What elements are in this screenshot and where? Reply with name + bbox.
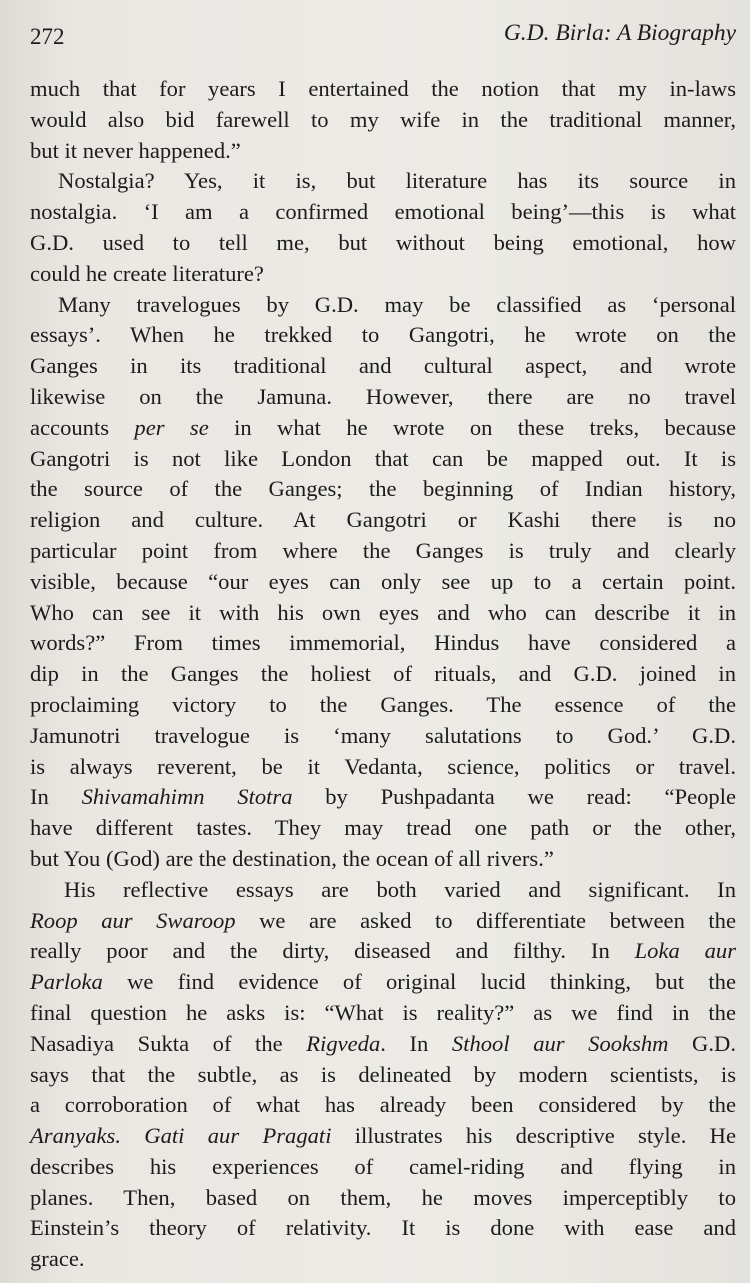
text-line — [30, 259, 736, 290]
text-run: In — [30, 784, 82, 810]
text-run: we are asked to differentiate between the — [235, 907, 736, 933]
text-line — [30, 752, 736, 783]
text-line — [30, 74, 736, 105]
text-run: Who can see it with his own eyes and who can describe it in — [30, 599, 736, 625]
text-line — [30, 598, 736, 629]
text-line — [30, 444, 736, 475]
text-line — [30, 382, 736, 413]
text-line — [30, 721, 736, 752]
text-run: proclaiming victory to the Ganges. The essence of the — [30, 691, 736, 717]
text-line — [30, 936, 736, 967]
italic-title: Roop aur Swaroop — [30, 907, 236, 933]
paragraph — [30, 290, 736, 875]
text-line — [30, 290, 736, 321]
page-header — [30, 18, 736, 52]
text-run: have different tastes. They may tread one path or the other, — [30, 815, 736, 841]
text-run: G.D. used to tell me, but without being emotional, how — [30, 229, 736, 255]
text-run: much that for years I entertained the notion that my in-laws — [30, 76, 736, 101]
italic-title: Loka aur — [634, 938, 736, 964]
text-line — [30, 906, 736, 937]
italic-title: per se — [134, 414, 209, 440]
text-line — [30, 1121, 736, 1152]
text-line — [30, 228, 736, 259]
text-line — [30, 105, 736, 136]
text-run: we find evidence of original lucid thinking, but the — [102, 969, 736, 995]
text-run: visible, because “our eyes can only see up to a certain point. — [30, 568, 736, 594]
text-run: could he create literature? — [30, 260, 264, 286]
italic-title: Parloka — [30, 969, 103, 995]
text-line — [30, 567, 736, 598]
text-line — [30, 628, 736, 659]
text-run: dip in the Ganges the holiest of rituals, and G.D. joined in — [30, 661, 736, 687]
text-line — [30, 844, 736, 875]
text-line — [30, 875, 736, 906]
text-line — [30, 1090, 736, 1121]
text-run: final question he asks is: “What is reality?” as we find in the — [30, 999, 736, 1025]
page-number: 272 — [30, 24, 65, 49]
text-line — [30, 1183, 736, 1214]
text-run: describes his experiences of camel-riding and flying in — [30, 1153, 736, 1179]
text-line — [30, 1029, 736, 1060]
text-line — [30, 413, 736, 444]
text-line — [30, 351, 736, 382]
text-line — [30, 1060, 736, 1091]
text-run: Many travelogues by G.D. may be classified as ‘personal — [58, 291, 736, 317]
text-run: religion and culture. At Gangotri or Kashi there is no — [30, 507, 736, 533]
text-run: essays’. When he trekked to Gangotri, he wrote on the — [30, 322, 736, 348]
text-run: a corroboration of what has already been considered by the — [30, 1092, 736, 1118]
paragraph — [30, 74, 736, 166]
text-run: Jamunotri travelogue is ‘many salutations to God.’ G.D. — [30, 722, 736, 748]
text-line — [30, 536, 736, 567]
text-run: Nostalgia? Yes, it is, but literature has its source in — [58, 168, 736, 194]
text-run: in what he wrote on these treks, because — [208, 414, 736, 440]
text-run: Nasadiya Sukta of the — [30, 1030, 307, 1056]
text-run: really poor and the dirty, diseased and filthy. In — [30, 938, 635, 964]
paragraph — [30, 875, 736, 1275]
text-run: accounts — [30, 414, 135, 440]
text-run: nostalgia. ‘I am a confirmed emotional being’—this is what — [30, 199, 736, 225]
text-line — [30, 136, 736, 167]
body-text — [30, 74, 736, 1275]
text-run: planes. Then, based on them, he moves imperceptibly to — [30, 1184, 736, 1210]
text-run: words?” From times immemorial, Hindus have considered a — [30, 630, 736, 656]
text-run: G.D. — [668, 1030, 736, 1056]
text-run: illustrates his descriptive style. He — [331, 1123, 736, 1149]
text-run: particular point from where the Ganges is truly and clearly — [30, 537, 736, 563]
text-run: Einstein’s theory of relativity. It is done with ease and — [30, 1215, 736, 1241]
text-run: says that the subtle, as is delineated by modern scientists, is — [30, 1061, 736, 1087]
running-title: G.D. Birla: A Biography — [503, 20, 736, 46]
text-run: the source of the Ganges; the beginning of Indian history, — [30, 476, 736, 502]
text-line — [30, 1244, 736, 1275]
text-run: would also bid farewell to my wife in the traditional manner, — [30, 106, 736, 132]
italic-title: Sthool aur Sookshm — [451, 1030, 669, 1056]
italic-title: Aranyaks. Gati aur Pragati — [30, 1123, 332, 1149]
text-line — [30, 998, 736, 1029]
text-run: Gangotri is not like London that can be mapped out. It is — [30, 445, 736, 471]
italic-title: Shivamahimn Stotra — [81, 784, 293, 810]
text-line — [30, 690, 736, 721]
italic-title: Rigveda — [306, 1030, 381, 1056]
text-run: but it never happened.” — [30, 137, 241, 163]
text-run: but You (God) are the destination, the ocean of all rivers.” — [30, 845, 554, 871]
text-run: likewise on the Jamuna. However, there are no travel — [30, 383, 736, 409]
text-line — [30, 197, 736, 228]
text-line — [30, 1152, 736, 1183]
text-run: by Pushpadanta we read: “People — [292, 784, 736, 810]
text-line — [30, 813, 736, 844]
text-line — [30, 1213, 736, 1244]
text-run: is always reverent, be it Vedanta, science, politics or travel. — [30, 753, 736, 779]
text-line — [30, 659, 736, 690]
text-run: . In — [380, 1030, 452, 1056]
text-run: grace. — [30, 1246, 85, 1272]
text-line — [30, 474, 736, 505]
text-run: His reflective essays are both varied and significant. In — [64, 876, 736, 902]
text-run: Ganges in its traditional and cultural aspect, and wrote — [30, 353, 736, 379]
paragraph — [30, 166, 736, 289]
text-line — [30, 782, 736, 813]
text-line — [30, 505, 736, 536]
text-line — [30, 166, 736, 197]
text-line — [30, 967, 736, 998]
text-line — [30, 320, 736, 351]
